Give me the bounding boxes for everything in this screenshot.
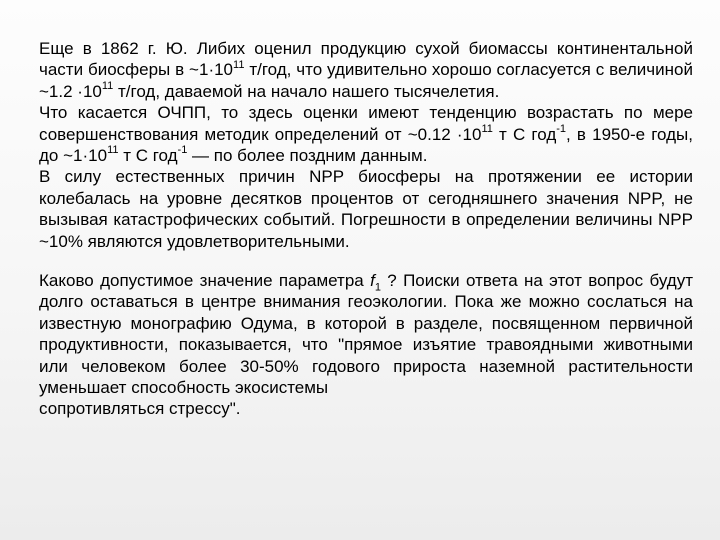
p4-param-subscript: 1 bbox=[374, 281, 381, 294]
p2-exponent-2: -1 bbox=[556, 122, 567, 135]
p1-text-3: т/год, даваемой на начало нашего тысячелетия. bbox=[113, 81, 500, 101]
paragraph-npp bbox=[39, 166, 693, 252]
p1-text-1: Еще в 1862 г. Ю. Либих оценил продукцию сухой биомассы континентальной части биосферы в ~1·10 bbox=[39, 39, 693, 80]
p2-text-3: , в 1950-е годы, до ~1·10 bbox=[39, 124, 693, 166]
p2-text-2: т С год bbox=[492, 124, 557, 144]
p1-exponent-1: 11 bbox=[233, 58, 245, 71]
text-block-bottom bbox=[39, 270, 693, 420]
p2-text-1: Что касается ОЧПП, то здесь оценки имеют тенденцию возрастать по мере совершенствования методик определений от ~0.12 ·10 bbox=[39, 103, 693, 144]
paragraph-f1-parameter bbox=[39, 270, 693, 420]
p2-exponent-4: -1 bbox=[177, 144, 188, 157]
p2-text-4: т С год bbox=[118, 146, 178, 166]
p4-text-3: сопротивляться стрессу". bbox=[39, 399, 241, 419]
p2-text-5: — по более поздним данным. bbox=[187, 146, 428, 166]
p1-exponent-2: 11 bbox=[101, 80, 114, 93]
p3-text: В силу естественных причин NPP биосферы на протяжении ее истории колебалась на уровне десятков процентов от сегодняшнего значения NPP, не вызывая катастрофических событий. Погрешности в определении величины NPP ~10% являются удовлетворительными. bbox=[39, 167, 693, 251]
paragraph-liebig bbox=[39, 38, 693, 102]
p4-param-f: f bbox=[370, 271, 375, 290]
p1-text-2: т/год, что удивительно хорошо согласуется с величиной ~1.2 ·10 bbox=[39, 60, 693, 101]
text-block-top bbox=[39, 38, 693, 252]
p4-text-1: Каково допустимое значение параметра bbox=[39, 271, 371, 290]
p4-text-2: ? Поиски ответа на этот вопрос будут долго оставаться в центре внимания геоэкологии. Пока же можно сослаться на известную монографию Одума, в которой в разделе, посвященном первичной продуктивности, показывается, что "прямое изъятие травоядными животными или человеком более 30-50% годового прироста наземной растительности уменьшает способность экосистемы bbox=[39, 271, 693, 398]
p2-exponent-1: 11 bbox=[481, 122, 493, 135]
paragraph-ochpp bbox=[39, 102, 693, 166]
p2-exponent-3: 11 bbox=[107, 144, 119, 157]
